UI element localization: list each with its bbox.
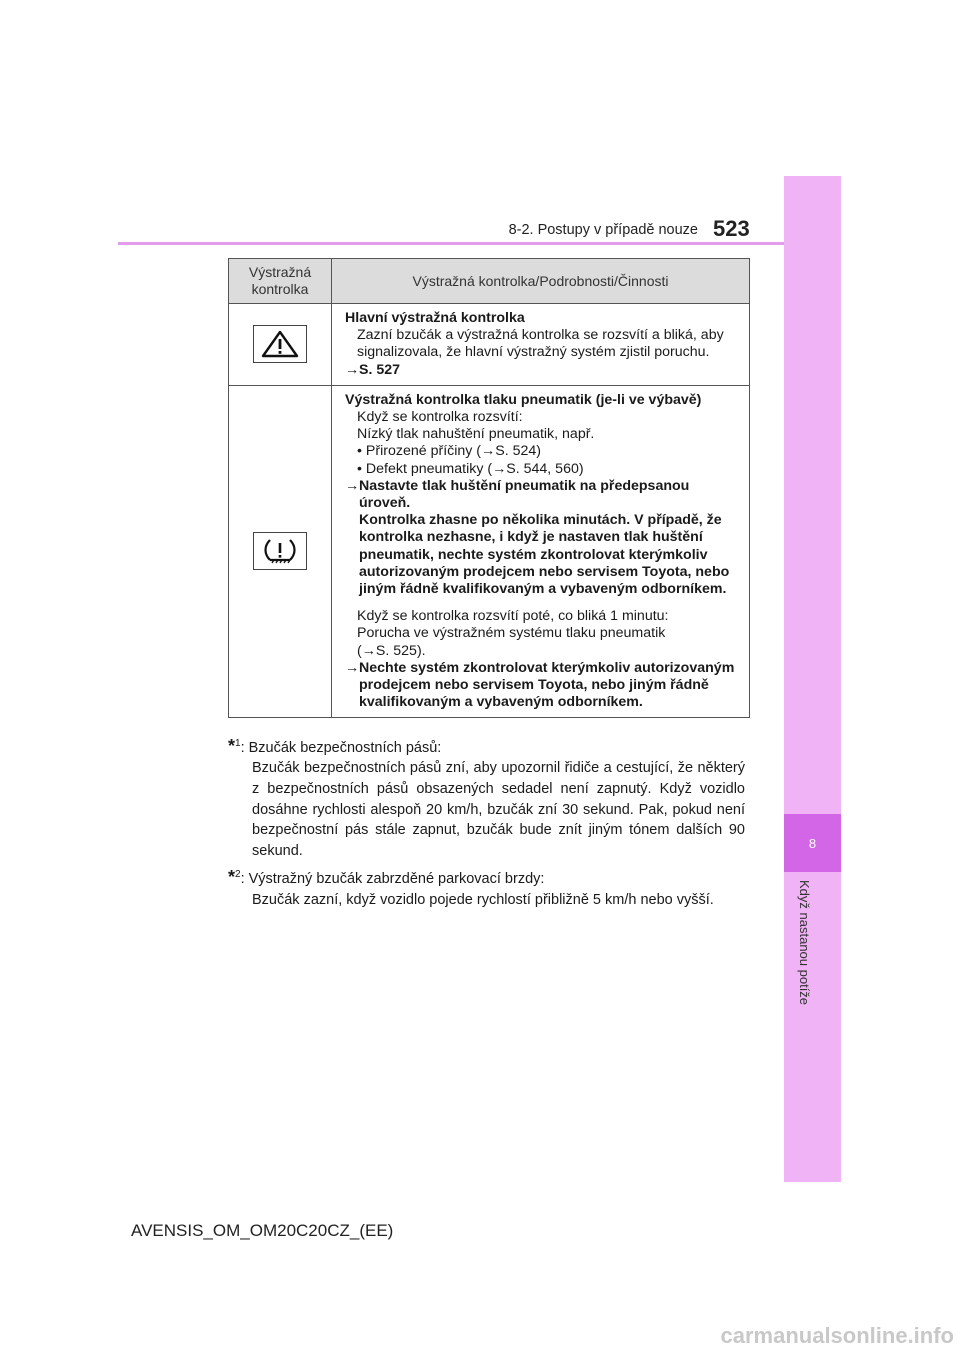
icon-cell [229,304,332,386]
table-row [229,385,750,718]
chapter-tab-8[interactable] [784,814,841,872]
details-cell [332,304,750,386]
tire-pressure-icon [253,532,307,570]
page-reference [345,362,744,379]
page-number: 523 [713,216,750,241]
page-ref-text[interactable]: S. 525). [375,642,426,659]
column-header-details: Výstražná kontrolka/Podrobnosti/Činnosti [332,259,750,304]
footnote [228,734,745,861]
arrow-icon: → [345,659,360,676]
page-ref-text[interactable]: S. 544, 560) [506,460,584,477]
document-code: AVENSIS_OM_OM20C20CZ_(EE) [131,1221,394,1240]
arrow-icon: → [361,642,376,659]
cause-text: Nízký tlak nahuštění pneumatik, např. [357,426,595,443]
condition-text: Když se kontrolka rozsvítí poté, co bliká 1 minutu: [357,608,669,625]
list-item [345,443,744,460]
malfunction-text: Porucha ve výstražném systému tlaku pneumatik [357,625,666,642]
condition-text: Když se kontrolka rozsvítí: [357,409,523,426]
row-description: Zazní bzučák a výstražná kontrolka se rozsvítí a bliká, aby signalizovala, že hlavní výstražný systém zjistil poruchu. [357,327,724,361]
table-header-row [229,259,750,304]
arrow-icon: → [481,443,496,460]
list-item-text: Defekt pneumatiky ( [365,460,493,477]
watermark: carmanualsonline.info [720,1323,954,1348]
footnote-body: Bzučák bezpečnostních pásů zní, aby upozornil řidiče a cestující, že některý z bezpečnostních pásů obsazených sedadel není zapnutý. Když vozidlo dosáhne rychlosti alespoň 20 km/h, bzučák zní 30 sekund. Pak, pokud není bezpečnostní pás stále zapnut, bzučák bude znít jiným tónem dalších 90 sekund. [252,760,745,859]
section-title: 8-2. Postupy v případě nouze [508,222,698,238]
icon-cell [229,385,332,718]
footnote-body: Bzučák zazní, když vozidlo pojede rychlostí přibližně 5 km/h nebo vyšší. [252,891,714,908]
header-divider [118,242,784,245]
side-tab [784,176,841,1182]
warning-light-table [228,258,750,718]
row-title: Hlavní výstražná kontrolka [345,310,525,326]
details-cell [332,385,750,718]
footnotes [228,734,745,914]
action-text [345,478,744,598]
chapter-number: 8 [808,835,817,851]
page-ref-text[interactable]: S. 527 [359,361,401,378]
bullet: • [357,443,362,460]
action-continued: Kontrolka zhasne po několika minutách. V případě, že kontrolka nezhasne, i když je nastaven tlak huštění pneumatik, nechte systém zkontrolovat kterýmkoliv autorizovaným prodejcem nebo servisem Toyota, nebo jiným řádně kvalifikovaným a vybaveným odborníkem. [359,512,730,598]
row-title: Výstražná kontrolka tlaku pneumatik (je-li ve výbavě) [345,391,702,408]
action-main: Nastavte tlak huštění pneumatik na předepsanou úroveň. [359,477,690,512]
arrow-icon: → [345,361,360,378]
arrow-icon: → [492,460,507,477]
action-main: Nechte systém zkontrolovat kterýmkoliv autorizovaným prodejcem nebo servisem Toyota, nebo jiným řádně kvalifikovaným a vybaveným odborníkem. [359,659,735,711]
action-text [345,660,744,712]
spacer [345,598,744,608]
footnote-title: *$^1$: Bzučák bezpečnostních pásů: [228,735,442,756]
bullet: • [357,460,362,477]
malfunction-reference: (→S. 525). [357,642,426,659]
page-ref-text[interactable]: S. 524) [495,443,541,460]
chapter-label: Když nastanou potíže [797,880,812,1006]
triangle-exclamation-icon [253,325,307,363]
list-item [345,461,744,478]
footnote [228,865,745,910]
arrow-icon: → [345,477,360,494]
footnote-title: *$^2$: Výstražný bzučák zabrzděné parkovací brzdy: [228,867,545,888]
list-item-text: Přirozené příčiny ( [365,443,482,460]
table-row [229,304,750,386]
column-header-light: Výstražná kontrolka [229,259,332,304]
